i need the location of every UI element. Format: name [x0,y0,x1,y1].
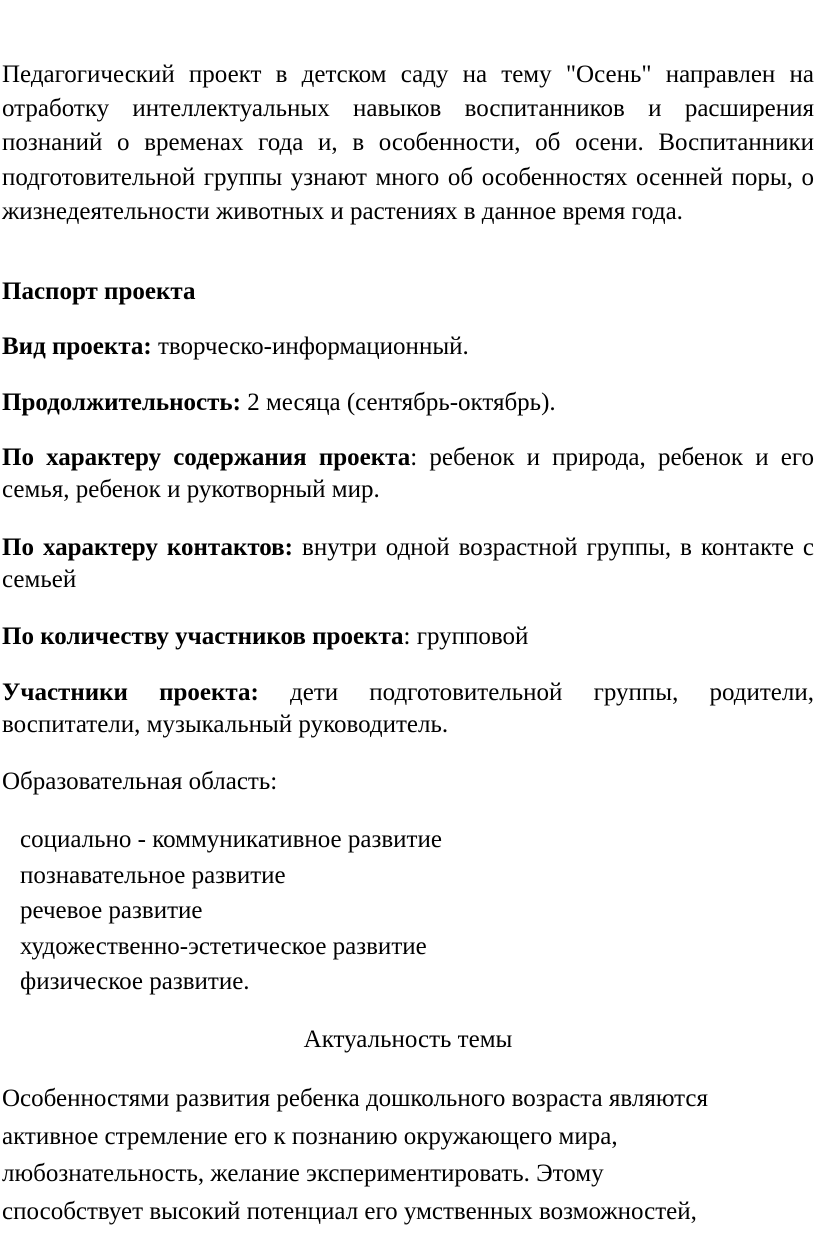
relevance-line: любознательность, желание экспериментировать. Этому [2,1160,604,1187]
content-nature [2,442,814,506]
project-duration-label: Продолжительность: [2,389,241,416]
passport-heading-text: Паспорт проекта [2,278,196,305]
project-type-value: творческо-информационный. [151,333,469,360]
participants-value: дети подготовительной группы, родители, воспитатели, музыкальный руководитель. [2,679,814,738]
intro-paragraph: Педагогический проект в детском саду на тему "Осень" направлен на отработку интеллектуальных навыков воспитанников и расширения познаний о временах года и, в особенности, об осени. Воспитанники подготовительной группы узнают много об особенностях осенней поры, о жизнедеятельности животных и растениях в данное время года. [2,61,814,225]
list-item: социально - коммуникативное развитие [20,826,442,853]
content-nature-value: : ребенок и природа, ребенок и его семья, ребенок и рукотворный мир. [2,444,814,503]
project-type-label: Вид проекта: [2,333,152,360]
participants-count-value: : групповой [403,623,529,650]
contacts-nature-value: внутри одной возрастной группы, в контакте с семьей [2,534,815,593]
passport-heading [2,276,814,308]
relevance-line: способствует высокий потенциал его умственных возможностей, [2,1197,697,1225]
relevance-heading: Актуальность темы [303,1026,513,1053]
project-duration-value: 2 месяца (сентябрь-октябрь). [240,389,556,416]
participants [2,677,814,741]
list-item: речевое развитие [20,897,203,925]
relevance-line: активное стремление его к познанию окружающего мира, [2,1122,618,1150]
project-duration [2,387,814,419]
contacts-nature-label: По характеру контактов: [2,534,294,561]
contacts-nature [2,532,814,596]
list-item: физическое развитие. [20,968,250,996]
participants-count [2,621,814,653]
education-areas-list [20,822,442,1000]
education-heading: Образовательная область: [2,768,278,795]
list-item: познавательное развитие [20,861,286,889]
relevance-line: Особенностями развития ребенка дошкольного возраста являются [2,1085,708,1112]
list-item: художественно-эстетическое развитие [20,932,427,960]
content-nature-label: По характеру содержания проекта [2,444,411,471]
participants-count-label: По количеству участников проекта [2,623,404,650]
project-type [2,331,814,363]
participants-label: Участники проекта: [2,679,259,706]
relevance-paragraph [2,1080,708,1230]
